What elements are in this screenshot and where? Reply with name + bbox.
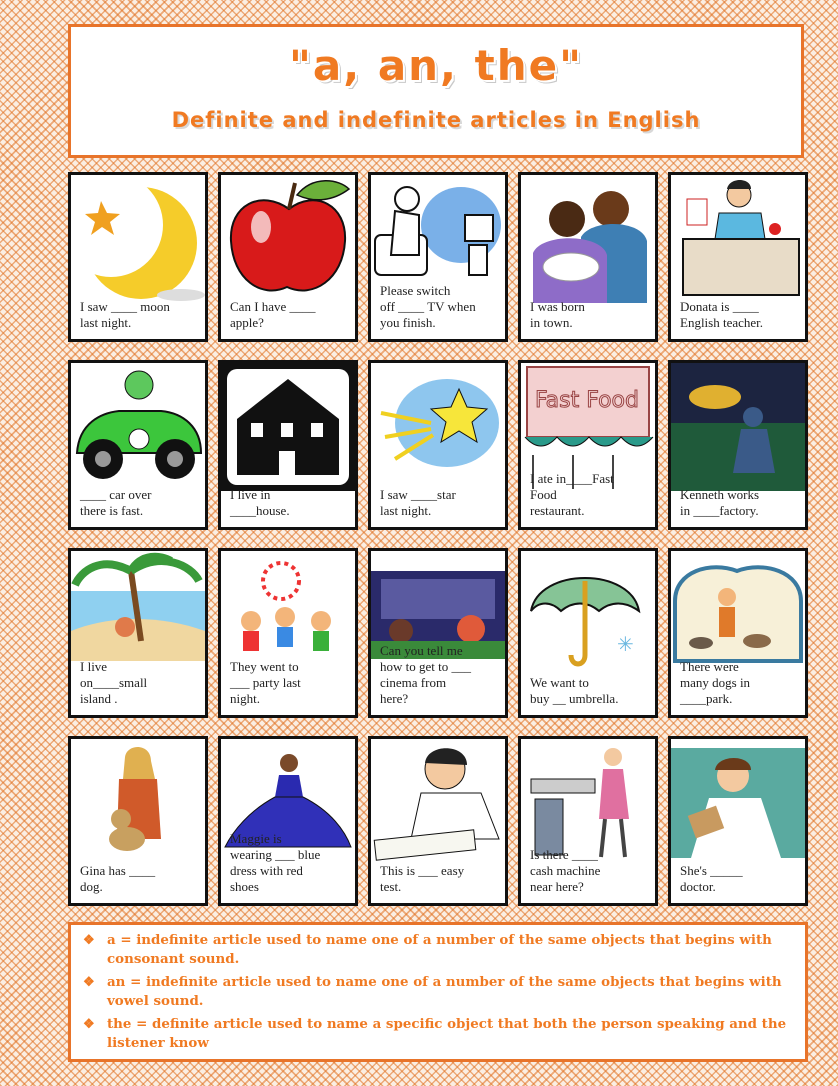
exercise-sentence: Kenneth works in ____factory. (680, 487, 760, 518)
exercise-card (668, 548, 808, 718)
rule-text: a = indefinite article used to name one of a number of the same objects that begins with consonant sound. (107, 932, 772, 967)
exercise-sentence: She's _____ doctor. (680, 863, 743, 894)
exercise-card (518, 548, 658, 718)
exercise-sentence: I was born in town. (530, 299, 585, 330)
student-writing-icon (371, 739, 505, 867)
star-icon (371, 363, 505, 491)
rule-text: an = indefinite article used to name one of a number of the same objects that begins with vowel sound. (107, 974, 782, 1009)
exercise-sentence: This is ___ easy test. (380, 863, 465, 894)
exercise-sentence: I live on____small island . (80, 659, 148, 706)
rule-item (83, 931, 795, 969)
svg-text:Fast Food: Fast Food (535, 388, 639, 413)
exercise-card (68, 172, 208, 342)
diamond-bullet-icon: ❖ (83, 1017, 95, 1032)
exercise-sentence: Can I have ____ apple? (230, 299, 316, 330)
page-title: "a, an, the" (289, 41, 583, 90)
exercise-sentence: I live in ____house. (230, 487, 290, 518)
exercise-card (368, 172, 508, 342)
exercise-sentence: ____ car over there is fast. (80, 487, 152, 518)
exercise-card (368, 736, 508, 906)
svg-text:✳: ✳ (617, 634, 634, 656)
exercise-card (68, 360, 208, 530)
exercise-sentence: Maggie is wearing ___ blue dress with red shoes (230, 831, 321, 894)
exercise-card (668, 360, 808, 530)
exercise-sentence: Gina has ____ dog. (80, 863, 156, 894)
exercise-sentence: I saw ____ moon last night. (80, 299, 170, 330)
rule-item (83, 1015, 795, 1053)
exercise-sentence: Is there ____ cash machine near here? (530, 847, 601, 894)
exercise-card (668, 736, 808, 906)
rules-box (68, 922, 808, 1062)
rule-item (83, 973, 795, 1011)
exercise-sentence: I saw ____star last night. (380, 487, 456, 518)
exercise-card (218, 548, 358, 718)
house-icon (221, 363, 355, 491)
diamond-bullet-icon: ❖ (83, 975, 95, 990)
rule-text: the = definite article used to name a specific object that both the person speaking and the listener know (107, 1016, 787, 1051)
exercise-sentence: Donata is ____ English teacher. (680, 299, 764, 330)
exercise-card (218, 172, 358, 342)
exercise-card (668, 172, 808, 342)
exercise-sentence: Please switch off ____ TV when you finish. (380, 283, 476, 330)
exercise-card (218, 736, 358, 906)
exercise-sentence: They went to ___ party last night. (230, 659, 301, 706)
exercise-sentence: Can you tell me how to get to ___ cinema from here? (380, 643, 471, 706)
exercise-card (68, 548, 208, 718)
exercise-card (68, 736, 208, 906)
title-panel (68, 24, 804, 158)
woman-dog-icon (71, 739, 205, 867)
exercise-card (518, 360, 658, 530)
exercise-card (218, 360, 358, 530)
factory-worker-icon (671, 363, 805, 491)
exercise-card (518, 172, 658, 342)
exercise-sentence: We want to buy __ umbrella. (530, 675, 619, 706)
exercise-card (518, 736, 658, 906)
diamond-bullet-icon: ❖ (83, 933, 95, 948)
apple-icon (221, 175, 355, 303)
moon-icon (71, 175, 205, 303)
family-icon (521, 175, 655, 303)
exercise-card (368, 548, 508, 718)
doctor-icon (671, 739, 805, 867)
page-subtitle: Definite and indefinite articles in English (171, 108, 701, 132)
exercise-card (368, 360, 508, 530)
race-car-icon (71, 363, 205, 491)
umbrella-icon (521, 551, 655, 679)
exercise-grid (68, 172, 810, 914)
exercise-sentence: There were many dogs in ____park. (680, 659, 751, 706)
exercise-sentence: I ate in____Fast Food restaurant. (530, 471, 614, 518)
teacher-icon (671, 175, 805, 303)
